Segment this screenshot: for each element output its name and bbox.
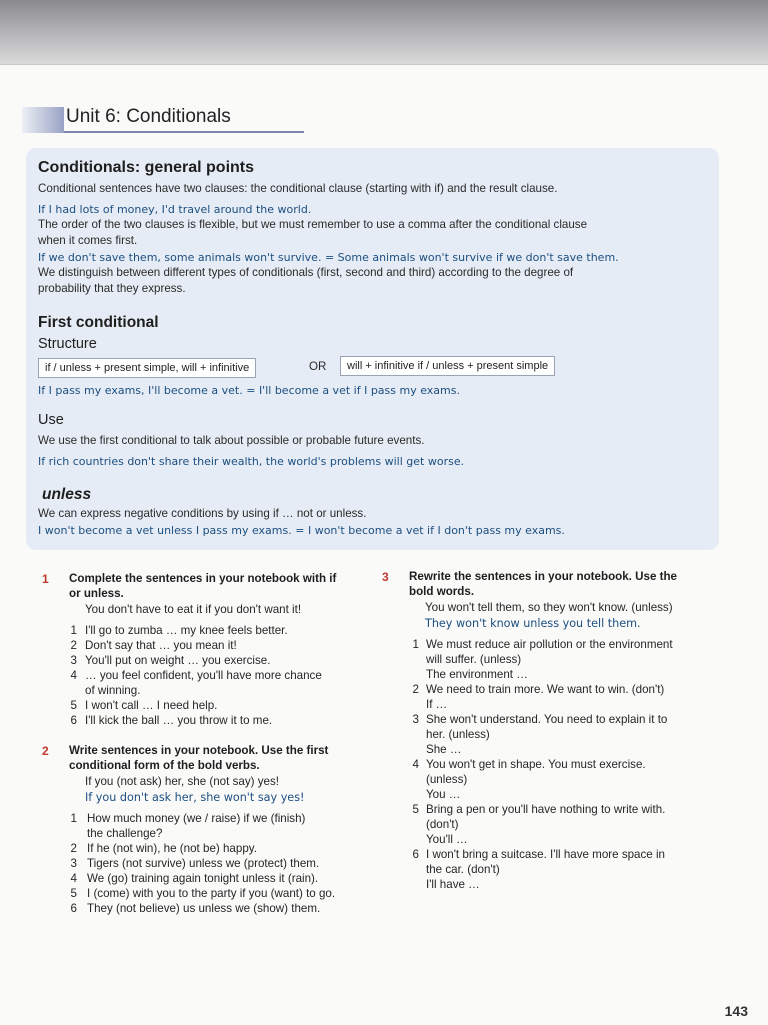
- exercise-3-item-number: 3: [412, 713, 419, 726]
- exercise-3-item-text: You'll …: [426, 833, 468, 846]
- exercise-1-instruction-line-2: or unless.: [69, 587, 124, 600]
- general-p1: Conditional sentences have two clauses: the conditional clause (starting with if) and the result clause.: [38, 182, 558, 195]
- exercise-2-item-text: How much money (we / raise) if we (finish): [87, 812, 306, 825]
- exercise-3-model-answer: They won't know unless you tell them.: [425, 617, 641, 630]
- exercise-2-item-text: They (not believe) us unless we (show) them.: [87, 902, 321, 915]
- scan-shadow: [0, 0, 768, 66]
- unless-example: I won't become a vet unless I pass my exams. = I won't become a vet if I don't pass my exams.: [38, 524, 565, 537]
- general-p3b: probability that they express.: [38, 282, 186, 295]
- exercise-2-instruction-line-2: conditional form of the bold verbs.: [69, 759, 260, 772]
- exercise-1-item-text: of winning.: [85, 684, 141, 697]
- unit-header-underline: [64, 131, 304, 133]
- exercise-2-item-text: If he (not win), he (not be) happy.: [87, 842, 257, 855]
- exercise-3-item-text: (unless): [426, 773, 468, 786]
- exercise-1-model: You don't have to eat it if you don't want it!: [85, 603, 302, 616]
- exercise-3-item-text: I won't bring a suitcase. I'll have more space in: [426, 848, 665, 861]
- unit-header-bar: [22, 107, 64, 133]
- exercise-3-item-text: I'll have …: [426, 878, 480, 891]
- general-p2a: The order of the two clauses is flexible, but we must remember to use a comma after the conditional clause: [38, 218, 588, 231]
- exercise-1-item-text: I'll go to zumba … my knee feels better.: [85, 624, 288, 637]
- exercise-1-instruction-line-1: Complete the sentences in your notebook with if: [69, 572, 337, 585]
- exercise-1-item-number: 6: [70, 714, 77, 727]
- exercise-2-item-number: 2: [70, 842, 77, 855]
- general-heading: Conditionals: general points: [38, 159, 255, 176]
- exercise-3-item-text: She …: [426, 743, 462, 756]
- exercise-1-item-text: Don't say that … you mean it!: [85, 639, 237, 652]
- exercise-1-number: 1: [42, 572, 49, 586]
- exercise-3-item-text: Bring a pen or you'll have nothing to write with.: [426, 803, 666, 816]
- exercise-3-item-number: 1: [412, 638, 419, 651]
- exercise-3-item-text: You …: [426, 788, 461, 801]
- page-number: 143: [724, 1003, 748, 1019]
- exercise-3-item-text: the car. (don't): [426, 863, 500, 876]
- use-label: Use: [38, 412, 64, 428]
- general-example-2: If we don't save them, some animals won't survive. = Some animals won't survive if we don't save them.: [38, 251, 619, 264]
- first-conditional-heading: First conditional: [38, 314, 159, 331]
- exercise-2-item-text: Tigers (not survive) unless we (protect) them.: [87, 857, 320, 870]
- use-text: We use the first conditional to talk about possible or probable future events.: [38, 434, 425, 447]
- exercise-2-item-number: 3: [70, 857, 77, 870]
- formula-left: if / unless + present simple, will + infinitive: [38, 358, 256, 378]
- exercise-3-number: 3: [382, 570, 389, 584]
- exercise-3-item-text: (don't): [426, 818, 459, 831]
- exercise-3-item-number: 6: [412, 848, 419, 861]
- exercise-2-item-number: 1: [70, 812, 77, 825]
- exercise-1-item-number: 2: [70, 639, 77, 652]
- exercise-2-item-text: I (come) with you to the party if you (want) to go.: [87, 887, 336, 900]
- structure-label: Structure: [38, 336, 97, 352]
- exercise-2-model-answer: If you don't ask her, she won't say yes!: [85, 791, 305, 804]
- exercise-2-number: 2: [42, 744, 49, 758]
- exercise-3-item-number: 2: [412, 683, 419, 696]
- unless-heading: unless: [42, 486, 92, 503]
- unit-title: Unit 6: Conditionals: [66, 106, 231, 127]
- exercise-2-model: If you (not ask) her, she (not say) yes!: [85, 775, 279, 788]
- exercise-1-item-text: I'll kick the ball … you throw it to me.: [85, 714, 273, 727]
- general-example-1: If I had lots of money, I'd travel around the world.: [38, 203, 312, 216]
- exercise-3-item-text: She won't understand. You need to explain it to: [426, 713, 668, 726]
- exercise-2-item-number: 4: [70, 872, 77, 885]
- exercise-3-item-text: will suffer. (unless): [426, 653, 522, 666]
- exercise-2-item-text: the challenge?: [87, 827, 163, 840]
- formula-right: will + infinitive if / unless + present simple: [340, 356, 555, 376]
- exercise-1-item-number: 1: [70, 624, 77, 637]
- exercise-3-item-number: 5: [412, 803, 419, 816]
- general-p3a: We distinguish between different types of conditionals (first, second and third) according to the degree of: [38, 266, 574, 279]
- exercise-3-model: You won't tell them, so they won't know. (unless): [425, 601, 673, 614]
- exercise-2-item-text: We (go) training again tonight unless it (rain).: [87, 872, 319, 885]
- formula-or: OR: [309, 360, 327, 373]
- exercise-1-item-text: I won't call … I need help.: [85, 699, 218, 712]
- exercise-1-item-number: 5: [70, 699, 77, 712]
- exercise-3-item-text: We must reduce air pollution or the environment: [426, 638, 673, 651]
- exercise-2-instruction-line-1: Write sentences in your notebook. Use the first: [69, 744, 329, 757]
- exercise-1-item-number: 4: [70, 669, 77, 682]
- exercise-2-item-number: 6: [70, 902, 77, 915]
- exercise-3-item-text: You won't get in shape. You must exercise.: [426, 758, 646, 771]
- exercise-3-item-number: 4: [412, 758, 419, 771]
- exercise-2-item-number: 5: [70, 887, 77, 900]
- use-example: If rich countries don't share their wealth, the world's problems will get worse.: [38, 455, 465, 468]
- exercise-3-item-text: If …: [426, 698, 448, 711]
- exercise-3-instruction-line-2: bold words.: [409, 585, 475, 598]
- exercise-3-item-text: her. (unless): [426, 728, 490, 741]
- unless-text: We can express negative conditions by using if … not or unless.: [38, 507, 367, 520]
- first-conditional-example: If I pass my exams, I'll become a vet. = I'll become a vet if I pass my exams.: [38, 384, 460, 397]
- exercise-1-item-text: … you feel confident, you'll have more chance: [85, 669, 322, 682]
- general-p2b: when it comes first.: [38, 234, 138, 247]
- exercise-1-item-text: You'll put on weight … you exercise.: [85, 654, 271, 667]
- exercise-3-item-text: The environment …: [426, 668, 528, 681]
- exercise-3-item-text: We need to train more. We want to win. (don't): [426, 683, 665, 696]
- exercise-1-item-number: 3: [70, 654, 77, 667]
- exercise-3-instruction-line-1: Rewrite the sentences in your notebook. Use the: [409, 570, 678, 583]
